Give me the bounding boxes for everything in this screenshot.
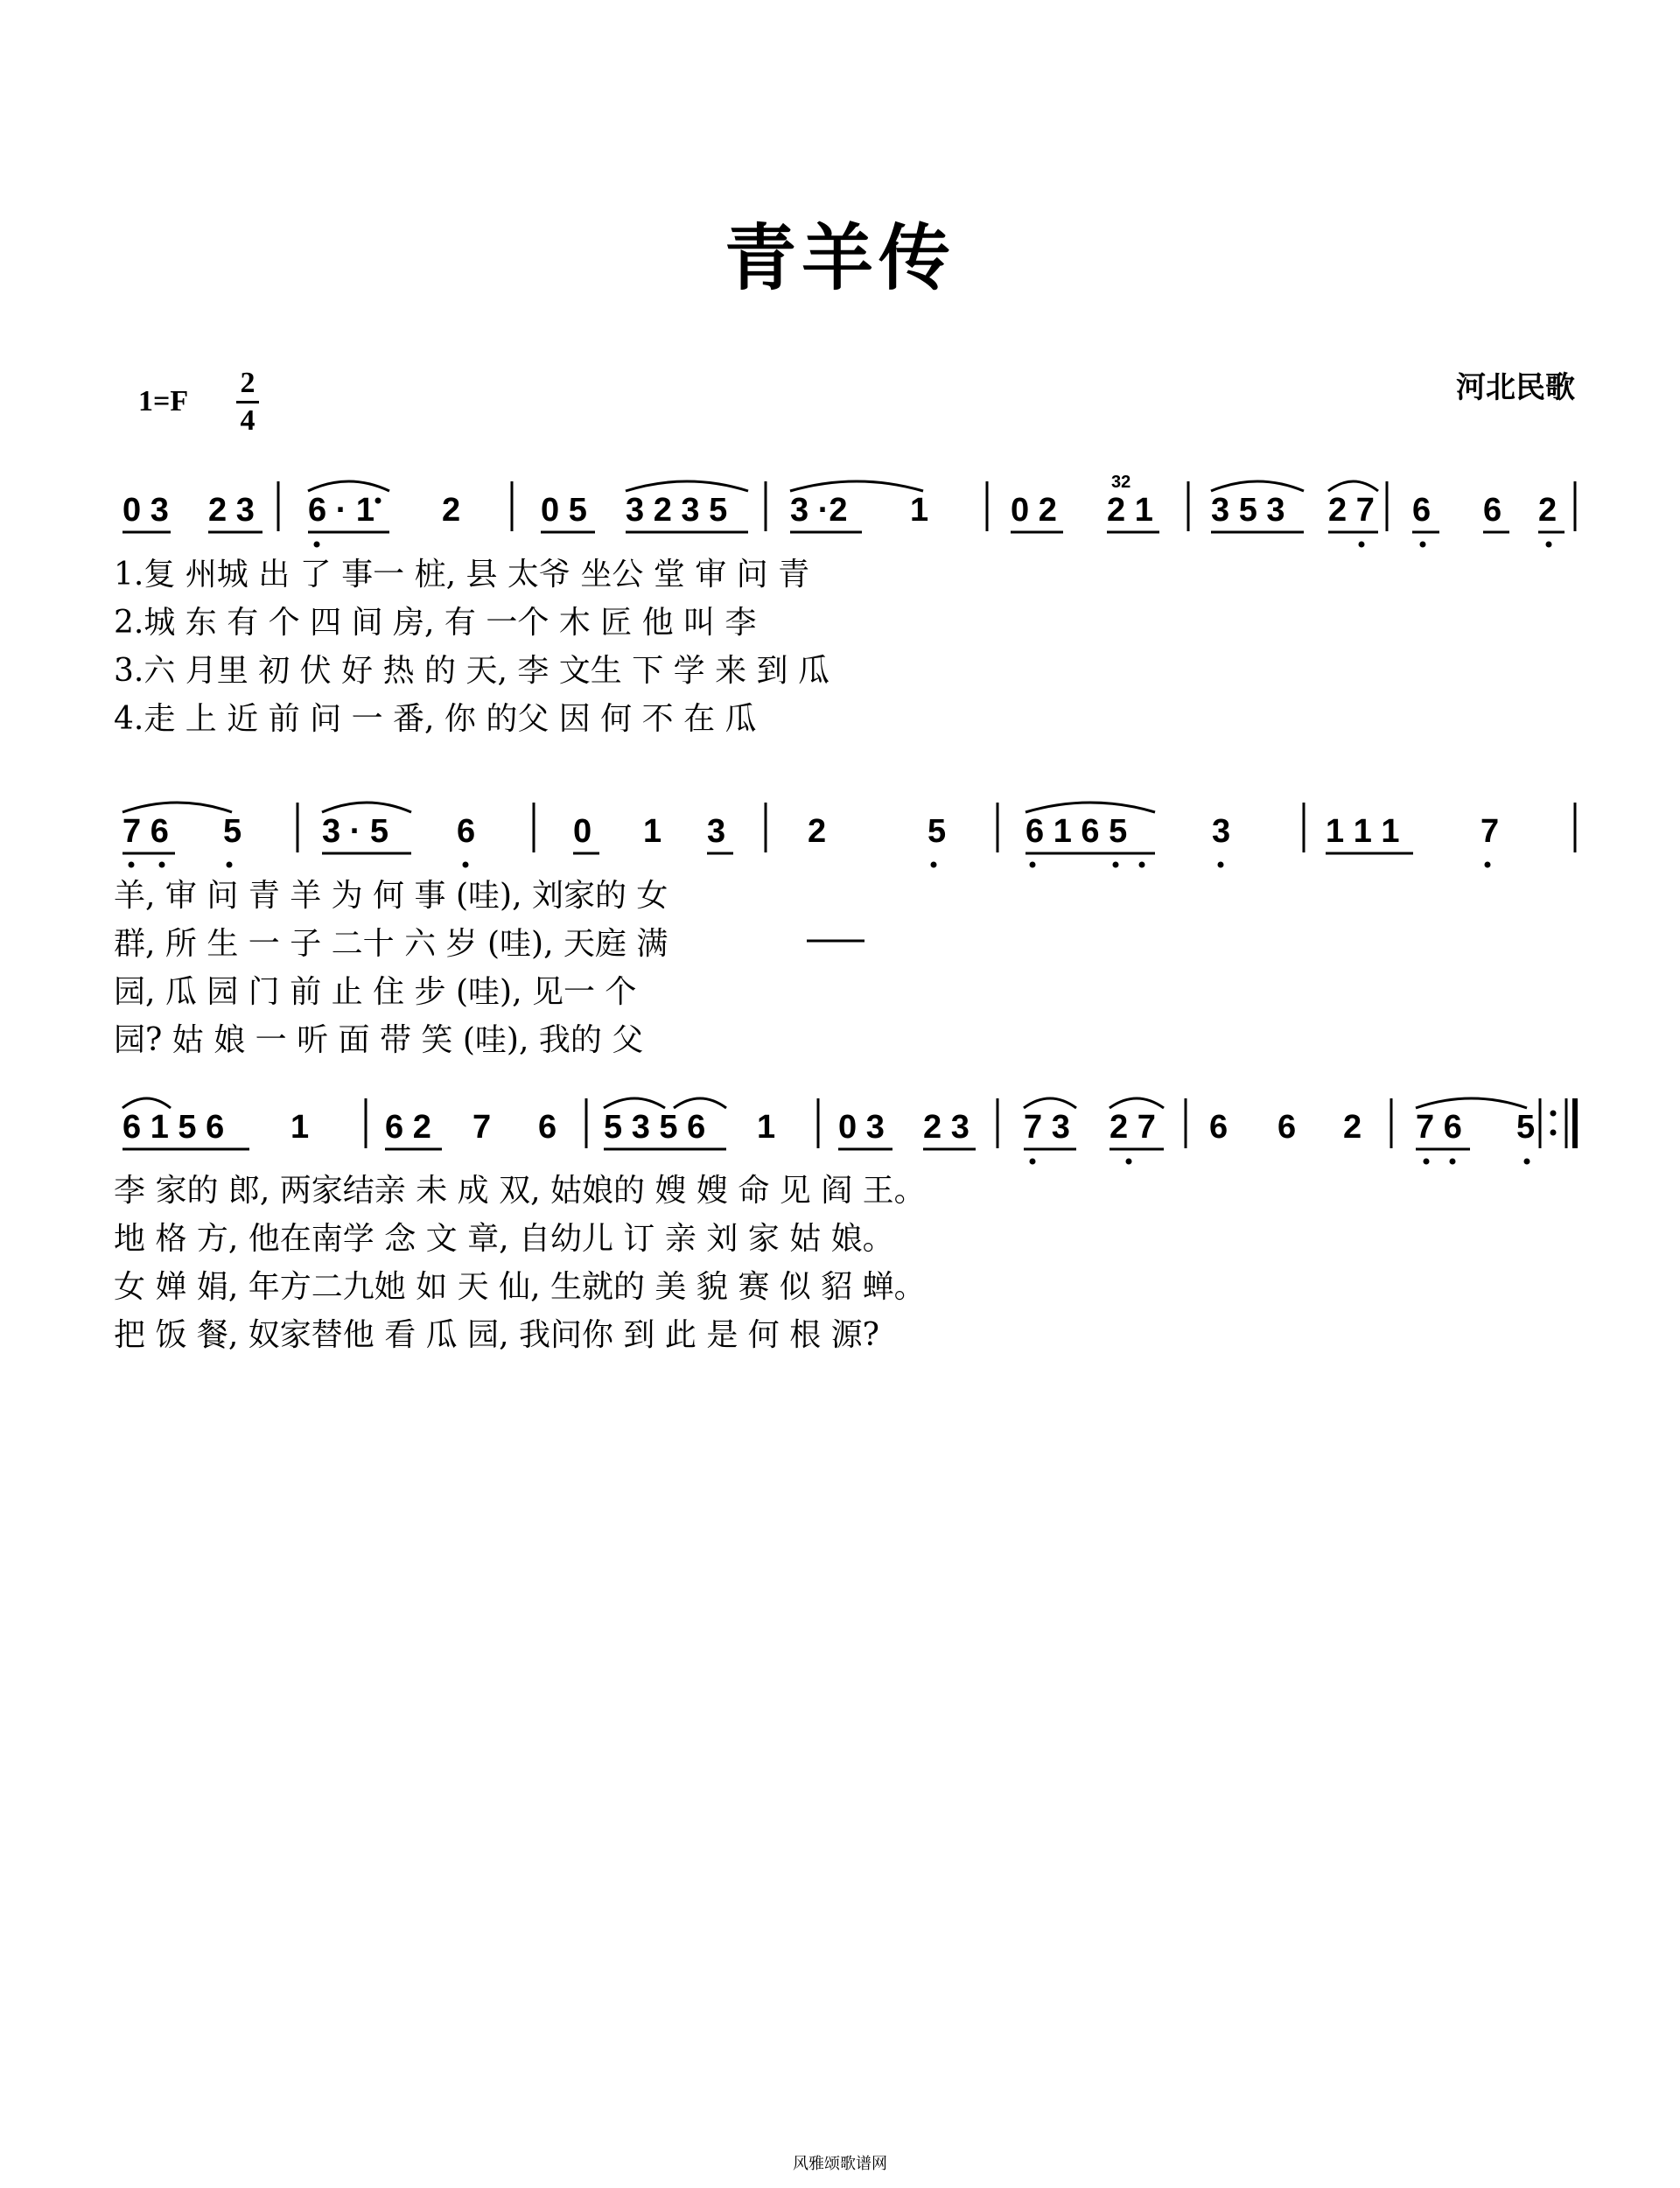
note-group: 3 2 3 5 [626, 492, 728, 529]
octave-dot [1113, 862, 1119, 868]
slur [322, 803, 411, 812]
note-group: 2 [1343, 1109, 1362, 1146]
lyric-line: 羊, 审 问 青 羊 为 何 事 (哇), 刘家的 女 [114, 878, 668, 914]
note-group: 3 5 3 [1211, 492, 1285, 529]
lyric-line: 女 婵 娟, 年方二九她 如 天 仙, 生就的 美 貌 赛 似 貂 蝉。 [114, 1269, 926, 1305]
note-group: 0 2 [1011, 492, 1057, 529]
repeat-dot [1550, 1130, 1557, 1136]
note-group: 7 [472, 1109, 492, 1146]
note-group: 2 [1538, 492, 1558, 529]
note-group: 6 2 [385, 1109, 431, 1146]
note-group: 6 [1278, 1109, 1297, 1146]
note-group: 0 [573, 813, 592, 850]
slur [1024, 1098, 1076, 1108]
note-group: 6 1 5 6 [122, 1109, 225, 1146]
octave-dot [1420, 542, 1426, 548]
note-group: 6 [1483, 492, 1502, 529]
note-group: 3 [707, 813, 726, 850]
octave-dot [1359, 542, 1365, 548]
note-group: 5 [928, 813, 947, 850]
note-group: 6 1 6 5 [1026, 813, 1128, 850]
note-group: 5 3 5 6 [604, 1109, 706, 1146]
octave-dot [129, 862, 135, 868]
note-group: 2 [808, 813, 827, 850]
note-group: 6 [457, 813, 476, 850]
slur [604, 1098, 665, 1108]
note-group: 0 3 [122, 492, 169, 529]
note-group: 6 [1412, 492, 1432, 529]
note-group: 7 [1480, 813, 1500, 850]
note-group: 2 [442, 492, 461, 529]
octave-dot [1030, 862, 1036, 868]
song-title: 青羊传 [724, 216, 956, 300]
octave-dot [314, 542, 320, 548]
octave-dot [931, 862, 937, 868]
octave-dot [227, 862, 233, 868]
slur [122, 803, 232, 812]
octave-dot [375, 498, 382, 504]
note-group: 2 1 [1107, 492, 1153, 529]
note-group: 2 7 [1110, 1109, 1156, 1146]
note-group: 1 [643, 813, 662, 850]
lyric-line: 1.复 州城 出 了 事一 桩, 县 太爷 坐公 堂 审 问 青 [114, 557, 810, 593]
octave-dot [1546, 542, 1552, 548]
note-group: 2 7 [1328, 492, 1375, 529]
note-group: 3 · 5 [322, 813, 389, 850]
note-group: 1 [757, 1109, 776, 1146]
lyric-line: 2.城 东 有 个 四 间 房, 有 一个 木 匠 他 叫 李 [114, 605, 757, 641]
note-group: 7 6 [1416, 1109, 1462, 1146]
lyric-line: 把 饭 餐, 奴家替他 看 瓜 园, 我问你 到 此 是 何 根 源? [114, 1317, 879, 1353]
note-group: 7 3 [1024, 1109, 1070, 1146]
lyric-line: 4.走 上 近 前 问 一 番, 你 的父 因 何 不 在 瓜 [114, 701, 757, 737]
slur [1110, 1098, 1164, 1108]
note-group: 1 1 1 [1326, 813, 1400, 850]
slur [122, 1098, 171, 1108]
octave-dot [1450, 1159, 1456, 1165]
lyric-line: 李 家的 郎, 两家结亲 未 成 双, 姑娘的 嫂 嫂 命 见 阎 王。 [114, 1173, 926, 1209]
note-group: 3 [1212, 813, 1231, 850]
repeat-dot [1550, 1111, 1557, 1117]
key-signature: 1=F [138, 385, 189, 417]
slur [1416, 1098, 1527, 1108]
octave-dot [1424, 1159, 1430, 1165]
lyric-line: 3.六 月里 初 伏 好 热 的 天, 李 文生 下 学 来 到 瓜 [114, 653, 830, 689]
time-signature-top: 2 [240, 367, 256, 399]
octave-dot [1485, 862, 1491, 868]
note-group: 5 [223, 813, 242, 850]
slur [1328, 481, 1378, 491]
grace-note: 32 [1111, 473, 1131, 492]
slur [674, 1098, 726, 1108]
octave-dot [159, 862, 165, 868]
octave-dot [1524, 1159, 1530, 1165]
note-group: 6 · 1 [308, 492, 375, 529]
note-group: 2 3 [923, 1109, 970, 1146]
note-group: 0 5 [541, 492, 587, 529]
note-group: 6 [538, 1109, 557, 1146]
note-group: 1 [290, 1109, 310, 1146]
note-group: 3 ·2 [790, 492, 848, 529]
octave-dot [1030, 1159, 1036, 1165]
octave-dot [1126, 1159, 1132, 1165]
slur [626, 481, 748, 491]
slur [308, 481, 389, 491]
note-group: 0 3 [838, 1109, 885, 1146]
lyric-line: 园? 姑 娘 一 听 面 带 笑 (哇), 我的 父 [114, 1022, 644, 1058]
slur [1026, 803, 1155, 812]
slur [790, 481, 923, 491]
octave-dot [463, 862, 469, 868]
note-group: 2 3 [208, 492, 255, 529]
note-group: 1 [910, 492, 929, 529]
note-group: 6 [1209, 1109, 1228, 1146]
slur [1211, 481, 1304, 491]
note-group: 7 6 [122, 813, 169, 850]
octave-dot [1139, 862, 1145, 868]
time-signature-bottom: 4 [240, 404, 256, 437]
note-group: 5 [1516, 1109, 1536, 1146]
lyric-line: 园, 瓜 园 门 前 止 住 步 (哇), 见一 个 [114, 974, 637, 1010]
footer-watermark: 风雅颂歌谱网 [793, 2155, 887, 2173]
song-source: 河北民歌 [1456, 370, 1575, 405]
lyric-line: 地 格 方, 他在南学 念 文 章, 自幼儿 订 亲 刘 家 姑 娘。 [114, 1221, 894, 1257]
octave-dot [1218, 862, 1224, 868]
lyric-line: 群, 所 生 一 子 二十 六 岁 (哇), 天庭 满 [114, 926, 668, 962]
